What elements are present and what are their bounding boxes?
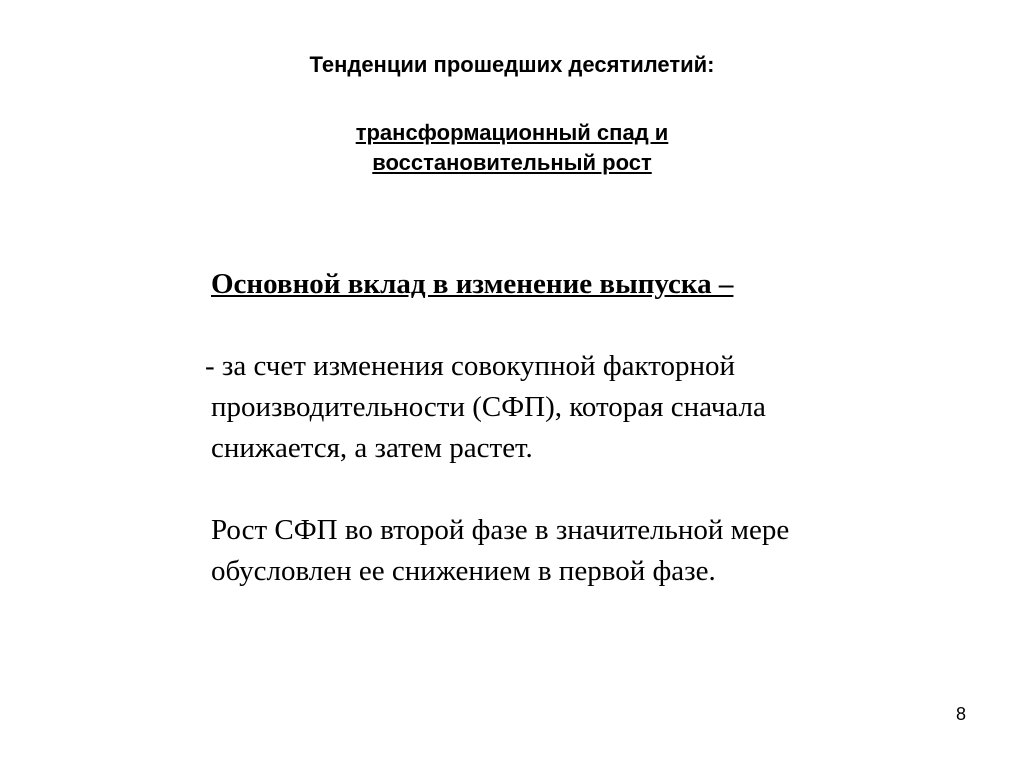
slide-title: Тенденции прошедших десятилетий: <box>309 52 715 77</box>
paragraph-1-line-3: снижается, а затем растет. <box>211 432 533 464</box>
paragraph-2-line-1: Рост СФП во второй фазе в значительной мере <box>211 514 790 546</box>
paragraph-1-line-2: производительности (СФП), которая сначала <box>211 391 766 423</box>
subtitle-line-1: трансформационный спад и <box>355 120 669 145</box>
paragraph-2-line-2: обусловлен ее снижением в первой фазе. <box>211 555 716 587</box>
lead-statement: Основной вклад в изменение выпуска – <box>211 268 734 300</box>
paragraph-1-line-1: - за счет изменения совокупной факторной <box>205 350 736 382</box>
paragraph-tfp-contribution <box>205 346 971 469</box>
page-number: 8 <box>955 704 966 724</box>
slide-subtitle <box>0 118 1024 178</box>
paragraph-tfp-growth <box>211 510 971 592</box>
subtitle-line-2: восстановительный рост <box>372 150 652 175</box>
